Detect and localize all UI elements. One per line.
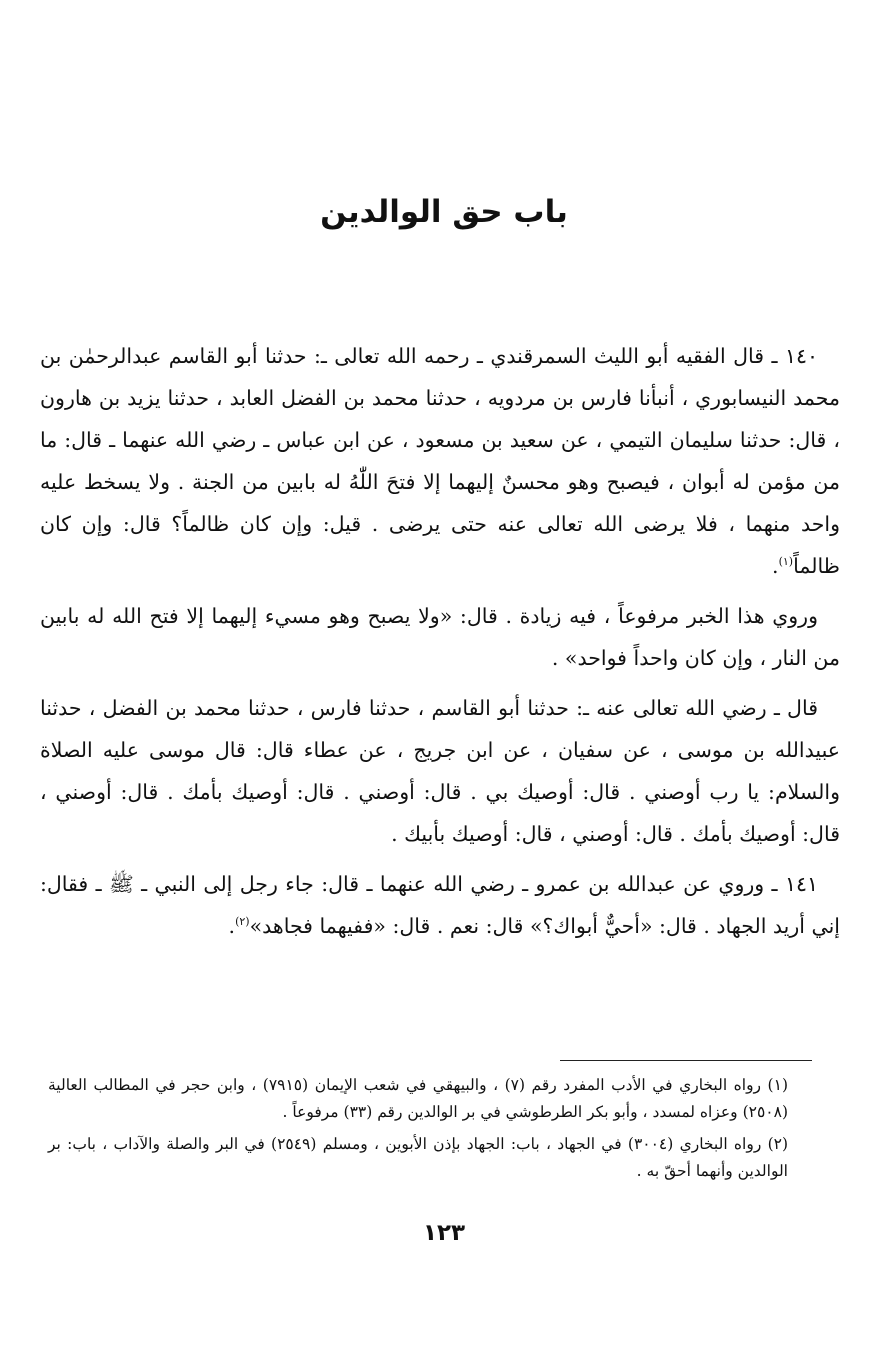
- hadith-140-text: ١٤٠ ـ قال الفقيه أبو الليث السمرقندي ـ رحمه الله تعالى ـ: حدثنا أبو القاسم عبدالرحمٰن بن محمد النيسابوري ، أنبأنا فارس بن مردويه ، حدثنا محمد بن الفضل العابد ، حدثنا يزيد بن هارون ، قال: حدثنا سليمان التيمي ، عن سعيد بن مسعود ، عن ابن عباس ـ رضي الله عنهما ـ قال: ما من مؤمن له أبوان ، فيصبح وهو محسنٌ إليهما إلا فتحَ اللّٰهُ له بابين من الجنة . ولا يسخط عليه واحد منهما ، فلا يرضى الله تعالى عنه حتى يرضى . قيل: وإن كان ظالماً؟ قال: وإن كان ظالماً: [40, 344, 840, 578]
- footnote-marker-1: (١): [778, 555, 794, 569]
- musa-narration-text: قال ـ رضي الله تعالى عنه ـ: حدثنا أبو القاسم ، حدثنا فارس ، حدثنا محمد بن الفضل ، حدثنا عبيدالله بن موسى ، عن سفيان ، عن ابن جريج ، عن عطاء قال: قال موسى عليه الصلاة والسلام: يا رب أوصني . قال: أوصيك بي . قال: أوصني . قال: أوصيك بأمك . قال: أوصني ، قال: أوصيك بأمك . قال: أوصني ، قال: أوصيك بأبيك .: [40, 696, 840, 846]
- main-text: [40, 335, 840, 955]
- footnote-marker-2: (٢): [235, 915, 250, 929]
- page-number: ١٢٣: [422, 1220, 466, 1246]
- chapter-title: باب حق الوالدين: [320, 194, 568, 230]
- footnote-2: (٢) رواه البخاري (٣٠٠٤) في الجهاد ، باب: الجهاد بإذن الأبوين ، ومسلم (٢٥٤٩) في البر والصلة والآداب ، باب: بر الوالدين وأنهما أحقّ به .: [48, 1135, 789, 1180]
- footnotes: [48, 1072, 788, 1190]
- hadith-141-text: ١٤١ ـ وروي عن عبدالله بن عمرو ـ رضي الله عنهما ـ قال: جاء رجل إلى النبي ـ ﷺ ـ فقال: إني أريد الجهاد . قال: «أحيٌّ أبواك؟» قال: نعم . قال: «ففيهما فجاهد»: [40, 872, 840, 938]
- footnote-separator: [560, 1060, 812, 1061]
- hadith-140-paragraph: ١٤٠ ـ قال الفقيه أبو الليث السمرقندي ـ رحمه الله تعالى ـ: حدثنا أبو القاسم عبدالرحمٰن بن محمد النيسابوري ، أنبأنا فارس بن مردويه ، حدثنا محمد بن الفضل العابد ، حدثنا يزيد بن هارون ، قال: حدثنا سليمان التيمي ، عن سعيد بن مسعود ، عن ابن عباس ـ رضي الله عنهما ـ قال: ما من مؤمن له أبوان ، فيصبح وهو محسنٌ إليهما إلا فتحَ اللّٰهُ له بابين من الجنة . ولا يسخط عليه واحد منهما ، فلا يرضى الله تعالى عنه حتى يرضى . قيل: وإن كان ظالماً؟ قال: وإن كان ظالماً$^{(١)}$.: [40, 344, 840, 578]
- musa-narration-paragraph: [40, 687, 840, 855]
- hadith-141-paragraph: ١٤١ ـ وروي عن عبدالله بن عمرو ـ رضي الله عنهما ـ قال: جاء رجل إلى النبي ـ ﷺ ـ فقال: إني أريد الجهاد . قال: «أحيٌّ أبواك؟» قال: نعم . قال: «ففيهما فجاهد»$^{(٢)}$.: [40, 872, 840, 938]
- narration-text: وروي هذا الخبر مرفوعاً ، فيه زيادة . قال: «ولا يصبح وهو مسيء إليهما إلا فتح الله له بابين من النار ، وإن كان واحداً فواحد» .: [40, 604, 840, 670]
- footnote-1: (١) رواه البخاري في الأدب المفرد رقم (٧) ، والبيهقي في شعب الإيمان (٧٩١٥) ، وابن حجر في المطالب العالية (٢٥٠٨) وعزاه لمسدد ، وأبو بكر الطرطوشي في بر الوالدين رقم (٣٣) مرفوعاً .: [48, 1076, 788, 1121]
- narration-paragraph: [40, 595, 840, 679]
